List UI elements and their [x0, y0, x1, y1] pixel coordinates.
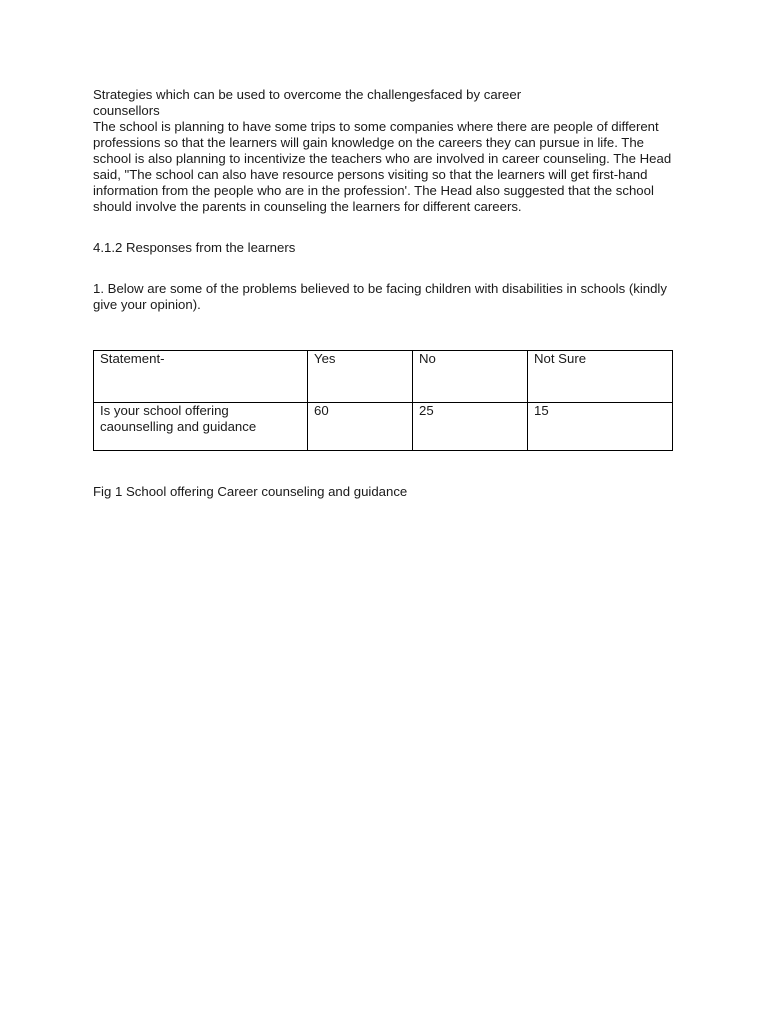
figure-caption: Fig 1 School offering Career counseling and guidance — [93, 484, 408, 499]
strategies-heading-line-1: Strategies which can be used to overcome the challengesfaced by career — [93, 87, 522, 102]
header-not-sure: Not Sure — [528, 351, 673, 403]
cell-not-sure: 15 — [528, 403, 673, 451]
question-text: 1. Below are some of the problems believed to be facing children with disabilities in schools (kindly give your opinion). — [93, 281, 667, 312]
header-no: No — [413, 351, 528, 403]
strategies-paragraph: The school is planning to have some trips to some companies where there are people of different professions so that the learners will gain knowledge on the careers they can pursue in life. The school is also planning to incentivize the teachers who are involved in career counseling. The Head said, "The school can also have resource persons visiting so that the learners will get first-hand information from the people who are in the profession'. The Head also suggested that the school should involve the parents in counseling the learners for different careers. — [93, 119, 672, 214]
responses-table — [93, 350, 673, 451]
header-yes: Yes — [308, 351, 413, 403]
cell-yes: 60 — [308, 403, 413, 451]
section-heading: 4.1.2 Responses from the learners — [93, 240, 296, 255]
table-header-row — [94, 351, 673, 403]
header-statement: Statement- — [94, 351, 308, 403]
cell-no: 25 — [413, 403, 528, 451]
strategies-heading-line-2: counsellors — [93, 103, 160, 118]
table-row — [94, 403, 673, 451]
document-page — [93, 87, 683, 500]
cell-statement: Is your school offering caounselling and guidance — [94, 403, 308, 451]
